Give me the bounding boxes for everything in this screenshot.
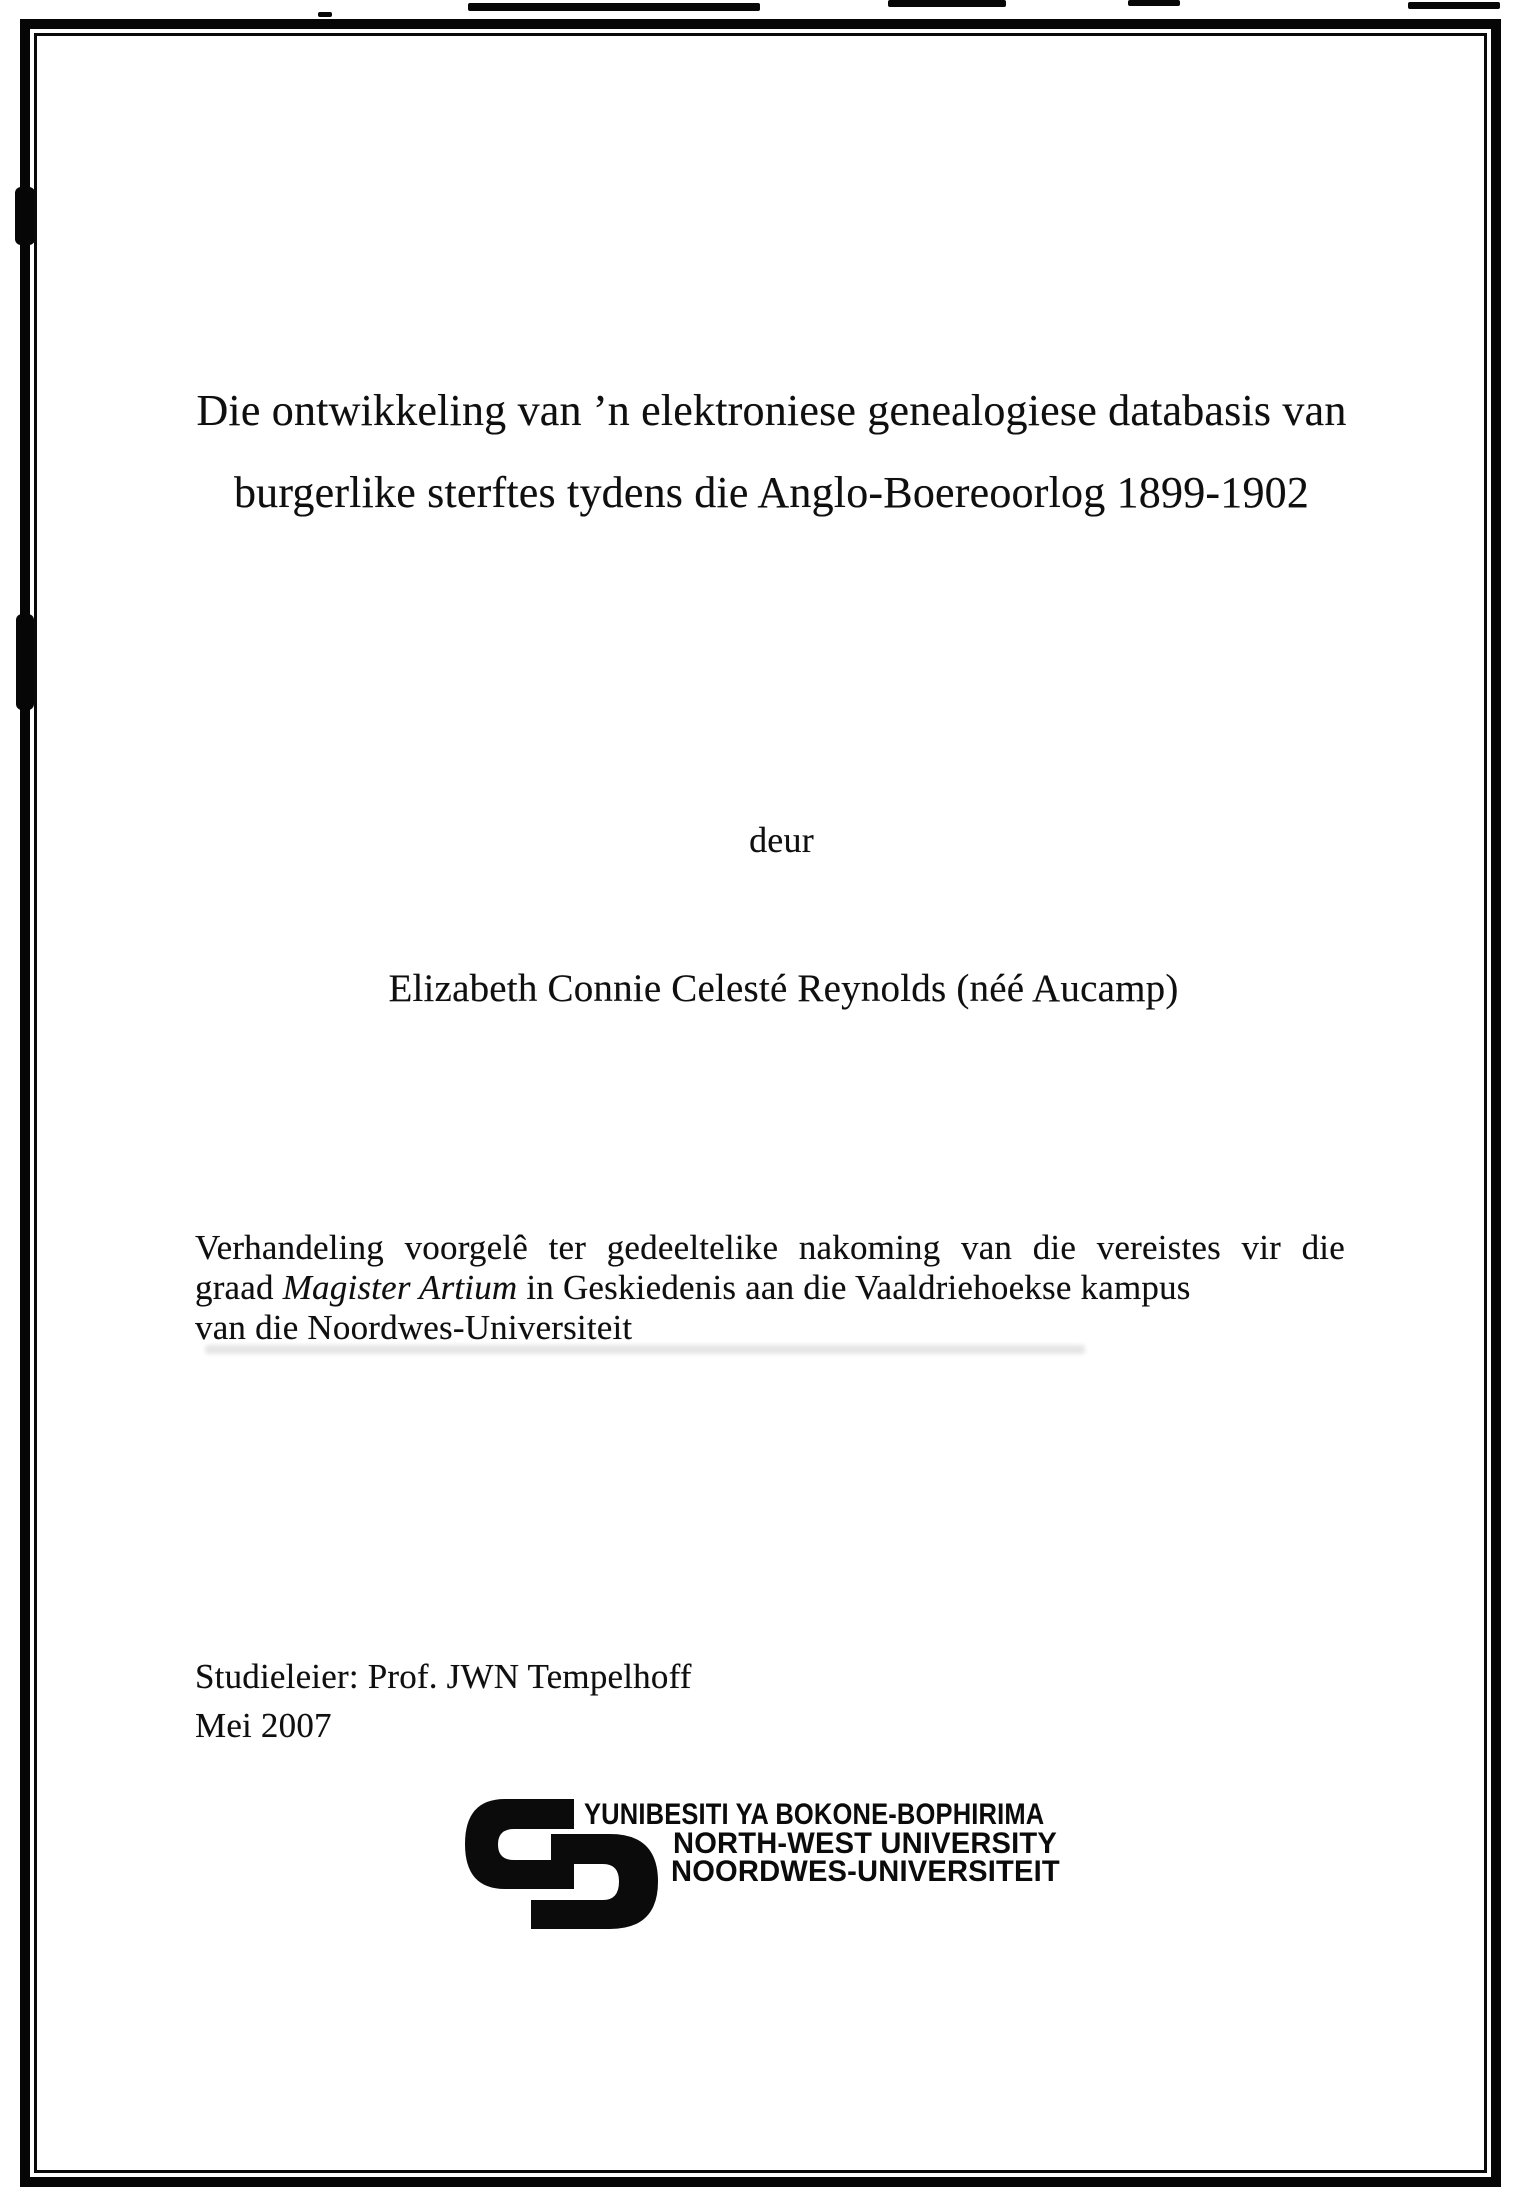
date-line: Mei 2007: [195, 1706, 332, 1745]
degree-statement-line2: [195, 1268, 1345, 1308]
degree-statement-line1: Verhandeling voorgelê ter gedeeltelike nakoming van die vereistes vir die: [195, 1228, 1345, 1267]
scan-artifact: [888, 0, 1006, 7]
supervisor-block: [195, 1652, 692, 1750]
author-name: Elizabeth Connie Celesté Reynolds (néé Aucamp): [388, 967, 1179, 1010]
statement-line2-pre: graad: [195, 1268, 283, 1307]
supervisor-line: Studieleier: Prof. JWN Tempelhoff: [195, 1657, 692, 1696]
degree-statement: [195, 1228, 1345, 1348]
scan-ghost-line: [205, 1345, 1085, 1354]
scan-artifact: [1408, 2, 1500, 9]
statement-line2-post: in Geskiedenis aan die Vaaldriehoekse kampus: [517, 1268, 1191, 1307]
logo-text-afrikaans: NOORDWES-UNIVERSITEIT: [671, 1855, 1060, 1888]
degree-name: Magister Artium: [282, 1268, 518, 1307]
scan-artifact: [468, 3, 760, 11]
thesis-title-line2: burgerlike sterftes tydens die Anglo-Boereoorlog 1899-1902: [233, 468, 1310, 517]
thesis-title-line1: Die ontwikkeling van ’n elektroniese genealogiese databasis van: [196, 386, 1347, 435]
degree-statement-line3: van die Noordwes-Universiteit: [195, 1308, 633, 1347]
scan-artifact: [1128, 0, 1180, 6]
scan-artifact: [318, 12, 332, 17]
logo-text-english: NORTH-WEST UNIVERSITY: [673, 1827, 1057, 1860]
byline-label: deur: [749, 820, 814, 860]
logo-text-setswana: YUNIBESITI YA BOKONE-BOPHIRIMA: [584, 1798, 1045, 1831]
thesis-title: [8, 370, 1527, 534]
